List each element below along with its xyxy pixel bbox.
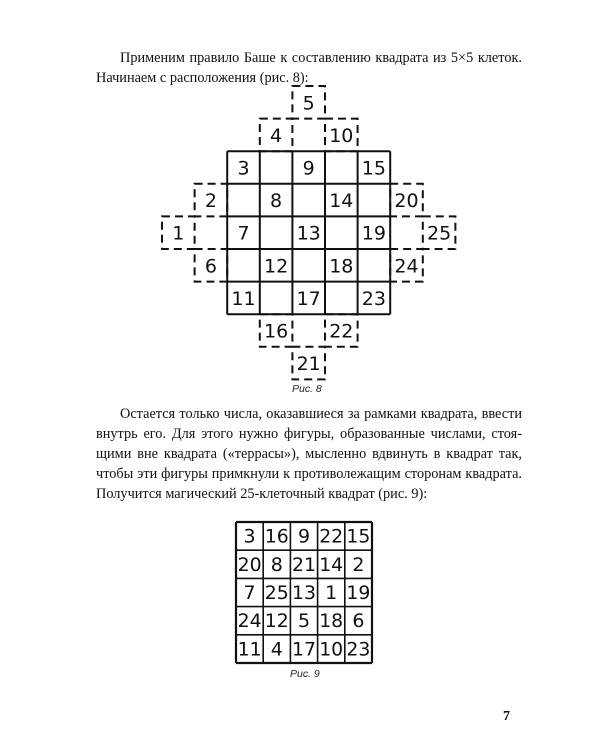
magic-cell-number: 10 [319, 638, 344, 661]
grid-number: 22 [329, 320, 354, 343]
grid-number: 21 [296, 353, 321, 376]
magic-cell-number: 18 [319, 610, 344, 633]
magic-cell-number: 9 [297, 525, 311, 548]
magic-cell-number: 3 [243, 525, 256, 548]
grid-number: 3 [237, 157, 250, 180]
magic-cell-number: 24 [237, 610, 262, 633]
grid-number: 19 [361, 222, 386, 245]
magic-cell-number: 16 [264, 525, 289, 548]
magic-cell-number: 17 [292, 638, 316, 661]
grid-number: 18 [329, 255, 354, 278]
grid-number: 9 [302, 157, 315, 180]
magic-cell-number: 21 [292, 553, 316, 576]
magic-cell-number: 12 [264, 610, 289, 633]
magic-cell-number: 14 [319, 553, 344, 576]
text-line: внутрь его. Для этого нужно фигуры, образованные числами, стоя- [96, 426, 522, 442]
magic-cell-number: 20 [237, 553, 262, 576]
grid-number: 6 [204, 255, 217, 278]
grid-number: 15 [361, 157, 386, 180]
grid-number: 5 [302, 92, 315, 115]
grid-number: 25 [427, 222, 452, 245]
grid-number: 23 [361, 287, 386, 310]
magic-cell-number: 1 [325, 582, 338, 604]
figure-9-caption: Рис. 9 [290, 668, 320, 680]
grid-number: 16 [264, 320, 289, 343]
magic-cell-number: 7 [243, 582, 256, 604]
figure-8-caption: Рис. 8 [292, 383, 322, 395]
page-number: 7 [503, 709, 510, 724]
grid-number: 8 [270, 190, 283, 213]
magic-cell-number: 8 [270, 553, 283, 576]
magic-cell-number: 23 [346, 638, 371, 661]
grid-number: 20 [394, 190, 419, 213]
magic-cell-number: 19 [346, 582, 371, 604]
grid-number: 13 [296, 222, 321, 245]
grid-number: 24 [394, 255, 419, 278]
magic-cell-number: 15 [346, 525, 371, 548]
grid-number: 11 [231, 287, 256, 310]
grid-number: 7 [237, 222, 250, 245]
grid-number: 10 [329, 124, 354, 147]
grid-number: 14 [329, 190, 354, 213]
grid-number: 2 [204, 190, 217, 213]
magic-cell-number: 2 [352, 553, 365, 576]
grid-number: 1 [172, 222, 185, 245]
magic-cell-number: 6 [352, 610, 365, 633]
magic-cell-number: 25 [264, 582, 289, 604]
text-line: Остается только числа, оказавшиеся за рамками квадрата, ввести [120, 406, 522, 422]
magic-cell-number: 11 [237, 638, 262, 661]
magic-cell-number: 22 [319, 525, 344, 548]
text-line: Начинаем с расположения (рис. 8): [96, 70, 309, 86]
text-line: чтобы эти фигуры примкнули к противолежащим сторонам квадрата. [96, 466, 522, 482]
grid-number: 4 [270, 124, 283, 147]
text-line: Применим правило Баше к составлению квадрата из 5×5 клеток. [120, 50, 522, 66]
magic-cell-number: 13 [292, 582, 316, 604]
grid-number: 12 [264, 255, 289, 278]
magic-cell-number: 4 [270, 638, 283, 661]
magic-cell-number: 5 [297, 610, 311, 633]
text-line: щими вне квадрата («террасы»), мысленно вдвинуть в квадрат так, [96, 446, 522, 462]
grid-number: 17 [296, 287, 321, 310]
text-line: Получится магический 25-клеточный квадрат (рис. 9): [96, 486, 428, 502]
